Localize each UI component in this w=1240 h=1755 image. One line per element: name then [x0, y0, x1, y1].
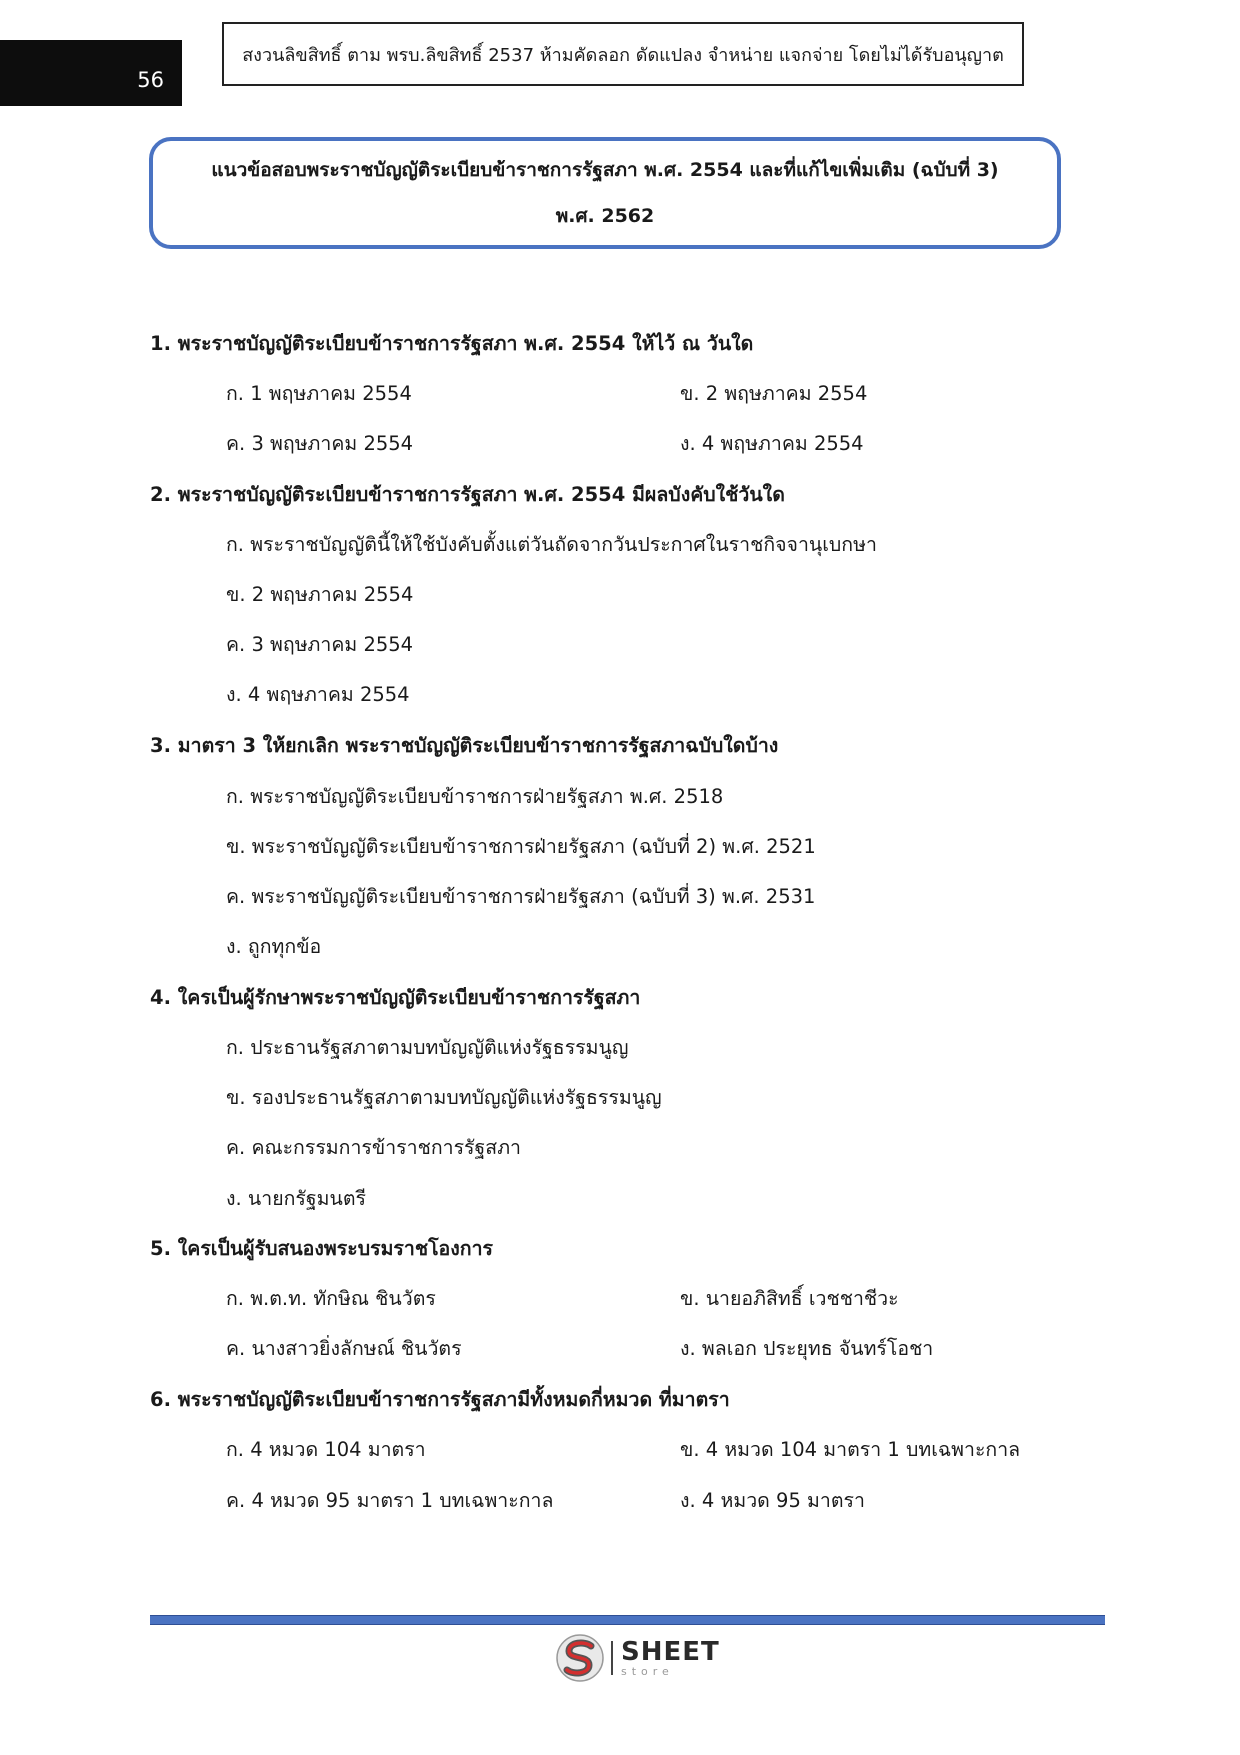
q6-option-a: ก. 4 หมวด 104 มาตรา: [226, 1438, 426, 1461]
q6-option-c: ค. 4 หมวด 95 มาตรา 1 บทเฉพาะกาล: [226, 1489, 554, 1512]
copyright-notice: สงวนลิขสิทธิ์ ตาม พรบ.ลิขสิทธิ์ 2537 ห้ามคัดลอก ดัดแปลง จำหน่าย แจกจ่าย โดยไม่ได้รับอนุญาต: [222, 22, 1024, 86]
q4-option-b: ข. รองประธานรัฐสภาตามบทบัญญัติแห่งรัฐธรรมนูญ: [226, 1086, 662, 1109]
logo-text: [621, 1639, 720, 1677]
logo-sub: store: [621, 1665, 674, 1678]
question-1: 1. พระราชบัญญัติระเบียบข้าราชการรัฐสภา พ.ศ. 2554 ให้ไว้ ณ วันใด: [150, 332, 754, 355]
logo-divider: [611, 1641, 613, 1675]
page-number-box: [0, 40, 182, 106]
q2-option-c: ค. 3 พฤษภาคม 2554: [226, 633, 414, 656]
question-3: 3. มาตรา 3 ให้ยกเลิก พระราชบัญญัติระเบียบข้าราชการรัฐสภาฉบับใดบ้าง: [150, 734, 779, 757]
q1-option-d: ง. 4 พฤษภาคม 2554: [680, 432, 864, 455]
q5-option-d: ง. พลเอก ประยุทธ จันทร์โอชา: [680, 1337, 934, 1360]
footer-divider: [150, 1615, 1105, 1625]
question-5: 5. ใครเป็นผู้รับสนองพระบรมราชโองการ: [150, 1237, 494, 1260]
page-number: 56: [137, 68, 164, 92]
question-6: 6. พระราชบัญญัติระเบียบข้าราชการรัฐสภามีทั้งหมดกี่หมวด ที่มาตรา: [150, 1388, 730, 1411]
q1-option-a: ก. 1 พฤษภาคม 2554: [226, 382, 412, 405]
title-box: [149, 137, 1061, 249]
q1-option-b: ข. 2 พฤษภาคม 2554: [680, 382, 868, 405]
title-line-1: แนวข้อสอบพระราชบัญญัติระเบียบข้าราชการรัฐสภา พ.ศ. 2554 และที่แก้ไขเพิ่มเติม (ฉบับที่ 3): [211, 159, 999, 181]
q4-option-d: ง. นายกรัฐมนตรี: [226, 1187, 366, 1210]
q2-option-a: ก. พระราชบัญญัตินี้ให้ใช้บังคับตั้งแต่วันถัดจากวันประกาศในราชกิจจานุเบกษา: [226, 533, 877, 556]
q4-option-c: ค. คณะกรรมการข้าราชการรัฐสภา: [226, 1136, 521, 1159]
title-line-2: พ.ศ. 2562: [555, 205, 655, 227]
q5-option-a: ก. พ.ต.ท. ทักษิณ ชินวัตร: [226, 1287, 436, 1310]
q4-option-a: ก. ประธานรัฐสภาตามบทบัญญัติแห่งรัฐธรรมนูญ: [226, 1036, 629, 1059]
q3-option-d: ง. ถูกทุกข้อ: [226, 935, 322, 958]
q3-option-c: ค. พระราชบัญญัติระเบียบข้าราชการฝ่ายรัฐสภา (ฉบับที่ 3) พ.ศ. 2531: [226, 885, 816, 908]
q1-option-c: ค. 3 พฤษภาคม 2554: [226, 432, 414, 455]
q6-option-d: ง. 4 หมวด 95 มาตรา: [680, 1489, 865, 1512]
sheet-store-logo: [555, 1633, 720, 1683]
q5-option-c: ค. นางสาวยิ่งลักษณ์ ชินวัตร: [226, 1337, 462, 1360]
logo-name: SHEET: [621, 1637, 720, 1667]
q5-option-b: ข. นายอภิสิทธิ์ เวชชาชีวะ: [680, 1287, 899, 1310]
q2-option-b: ข. 2 พฤษภาคม 2554: [226, 583, 414, 606]
q3-option-b: ข. พระราชบัญญัติระเบียบข้าราชการฝ่ายรัฐสภา (ฉบับที่ 2) พ.ศ. 2521: [226, 835, 816, 858]
question-2: 2. พระราชบัญญัติระเบียบข้าราชการรัฐสภา พ.ศ. 2554 มีผลบังคับใช้วันใด: [150, 483, 785, 506]
question-4: 4. ใครเป็นผู้รักษาพระราชบัญญัติระเบียบข้าราชการรัฐสภา: [150, 986, 641, 1009]
q2-option-d: ง. 4 พฤษภาคม 2554: [226, 683, 410, 706]
q6-option-b: ข. 4 หมวด 104 มาตรา 1 บทเฉพาะกาล: [680, 1438, 1021, 1461]
q3-option-a: ก. พระราชบัญญัติระเบียบข้าราชการฝ่ายรัฐสภา พ.ศ. 2518: [226, 785, 724, 808]
logo-s-icon: [555, 1633, 605, 1683]
